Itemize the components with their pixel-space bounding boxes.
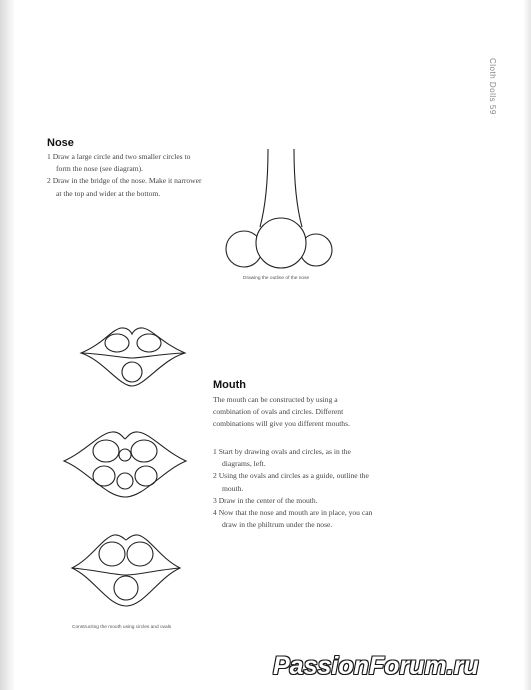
nose-caption: Drawing the outline of the nose (243, 276, 310, 281)
watermark: PassionForum.ru (273, 652, 479, 680)
mouth-2-upper-right-oval (131, 440, 157, 462)
mouth-1-center-line (81, 353, 185, 358)
page-edge (523, 0, 531, 690)
mouth-intro: The mouth can be constructed by using a combination of ovals and circles. Different combinations will give you different mouths. (213, 395, 350, 429)
mouth-steps (213, 446, 373, 531)
mouth-caption: Constructing the mouth using circles and ovals (72, 625, 172, 630)
mouth-2-outline (64, 432, 186, 497)
nose-diagram (220, 145, 340, 275)
mouth-step-3: 3 Draw in the center of the mouth. (213, 495, 318, 505)
book-spine-shadow (0, 0, 14, 690)
mouth-step-4: 4 Now that the nose and mouth are in place, you can draw in the philtrum under the nose. (213, 508, 373, 530)
mouth-step-1: 1 Start by drawing ovals and circles, as in the diagrams, left. (213, 447, 351, 469)
mouth-2-lower-right-oval (135, 466, 157, 486)
nose-steps (47, 151, 205, 200)
nose-large-circle (256, 218, 306, 268)
running-head: Cloth Dolls 59 (488, 58, 497, 115)
mouth-2-lower-left-oval (93, 466, 115, 486)
mouth-3-lower-circle (114, 576, 138, 600)
mouth-3-right-oval (127, 542, 153, 566)
mouth-step-2: 2 Using the ovals and circles as a guide, outline the mouth. (213, 471, 369, 493)
mouth-diagram-1 (75, 322, 190, 388)
nose-heading: Nose (47, 137, 74, 149)
mouth-heading: Mouth (213, 379, 246, 391)
mouth-1-outline (81, 328, 185, 386)
mouth-3-left-oval (99, 542, 125, 566)
mouth-2-upper-left-oval (93, 440, 119, 462)
mouth-1-lower-circle (122, 362, 142, 382)
mouth-2-center-circle (119, 449, 131, 461)
mouth-3-center-line (72, 568, 180, 575)
mouth-1-left-oval (105, 334, 129, 352)
mouth-3-outline (72, 535, 180, 606)
mouth-1-right-oval (137, 334, 161, 352)
mouth-2-lower-circle (117, 473, 133, 489)
nose-step-1: 1 Draw a large circle and two smaller circles to form the nose (see diagram). (47, 152, 191, 174)
nose-bridge-left (260, 149, 268, 227)
nose-bridge-right (294, 149, 302, 227)
nose-step-2: 2 Draw in the bridge of the nose. Make it narrower at the top and wider at the bottom. (47, 176, 202, 198)
mouth-diagram-2 (60, 427, 190, 499)
mouth-diagram-3 (68, 530, 184, 610)
